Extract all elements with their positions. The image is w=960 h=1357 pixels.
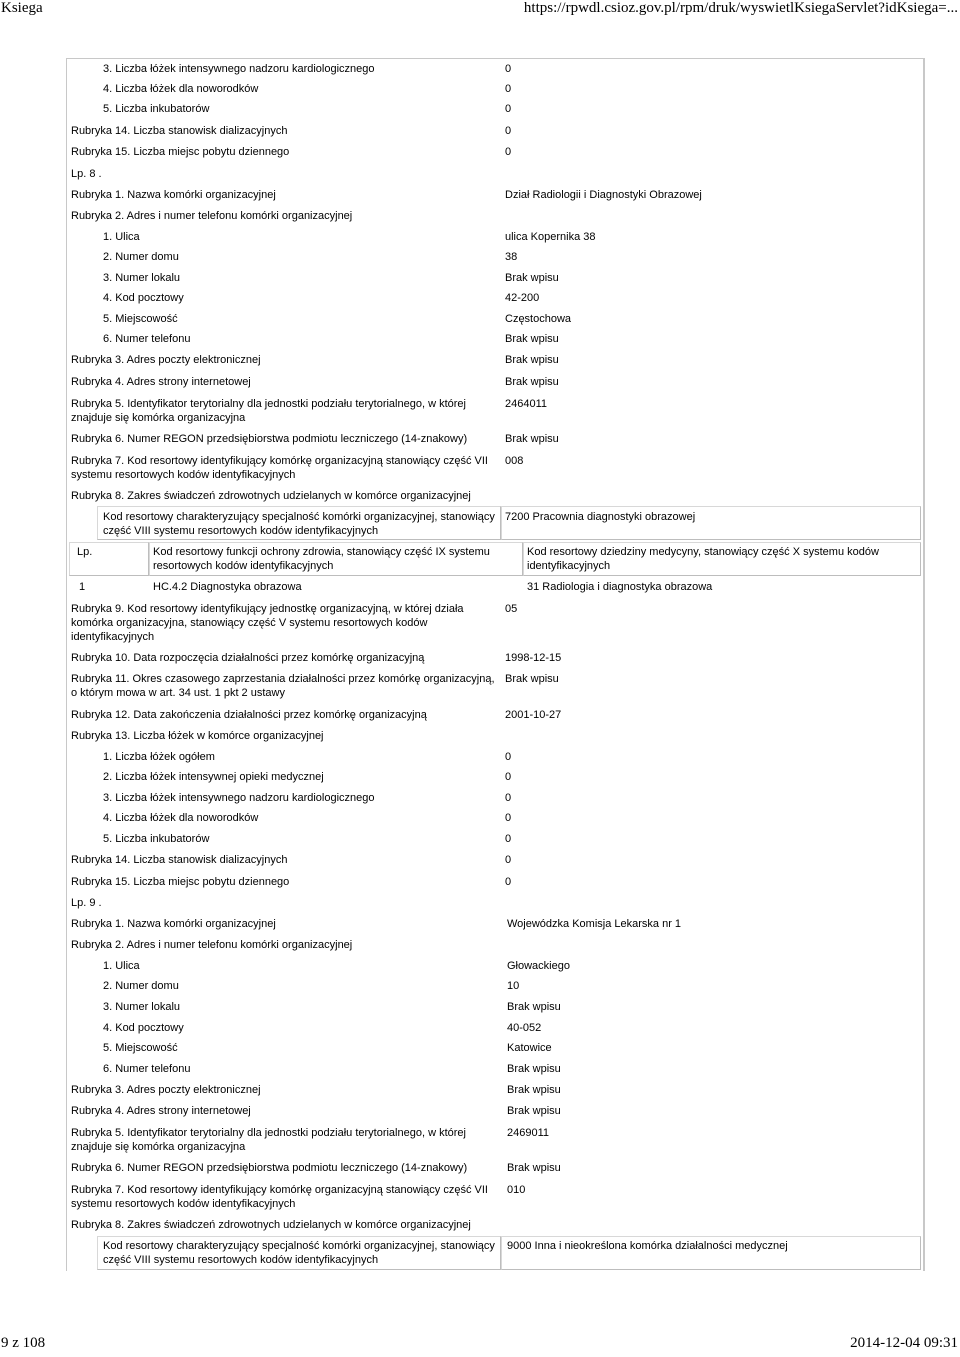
row-label: 1. Ulica (103, 231, 140, 243)
row-label: Kod resortowy charakteryzujący specjalność komórki organizacyjnej, stanowiący część VIII systemu resortowych kodów identyfikacyjnych (103, 1240, 495, 1266)
row-label: Rubryka 8. Zakres świadczeń zdrowotnych udzielanych w komórce organizacyjnej (71, 490, 471, 502)
row-label: 1. Ulica (103, 960, 140, 972)
print-footer (0, 1335, 960, 1357)
row-label: 3. Numer lokalu (103, 1001, 181, 1013)
row-value: Brak wpisu (505, 354, 559, 366)
row-label: Rubryka 1. Nazwa komórki organizacyjnej (71, 189, 276, 201)
row-label: Rubryka 14. Liczba stanowisk dializacyjnych (71, 125, 288, 137)
row-value: Brak wpisu (505, 433, 559, 445)
row-value: Brak wpisu (507, 1001, 561, 1013)
row-value: 0 (505, 125, 512, 137)
row-value: 42-200 (505, 292, 540, 304)
row-value: Katowice (507, 1042, 552, 1054)
row-label: Rubryka 8. Zakres świadczeń zdrowotnych udzielanych w komórce organizacyjnej (71, 1219, 471, 1231)
row-label: 3. Numer lokalu (103, 272, 181, 284)
row-value: Częstochowa (505, 313, 572, 325)
row-label: Rubryka 15. Liczba miejsc pobytu dziennego (71, 876, 290, 888)
row-value: Wojewódzka Komisja Lekarska nr 1 (507, 918, 682, 930)
row-value: ulica Kopernika 38 (505, 231, 596, 243)
row-value: Brak wpisu (505, 272, 559, 284)
row-value: 0 (505, 854, 512, 866)
row-value: 0 (505, 876, 512, 888)
row-value: 0 (505, 771, 512, 783)
row-value: Brak wpisu (507, 1162, 561, 1174)
column-header: Kod resortowy dziedziny medycyny, stanowiący część X systemu kodów identyfikacyjnych (527, 546, 879, 572)
row-value: 0 (505, 812, 512, 824)
row-label: 5. Miejscowość (103, 313, 178, 325)
row-value: 0 (505, 63, 512, 75)
row-label: Rubryka 12. Data zakończenia działalności przez komórkę organizacyjną (71, 709, 427, 721)
row-label: Rubryka 2. Adres i numer telefonu komórki organizacyjnej (71, 939, 353, 951)
row-label: 4. Kod pocztowy (103, 1022, 184, 1034)
row-value: Brak wpisu (505, 376, 559, 388)
row-value: Dział Radiologii i Diagnostyki Obrazowej (505, 189, 702, 201)
row-label: Rubryka 4. Adres strony internetowej (71, 1105, 251, 1117)
row-value: 0 (505, 103, 512, 115)
row-value: 1998-12-15 (505, 652, 562, 664)
row-label: Rubryka 5. Identyfikator terytorialny dla jednostki podziału terytorialnego, w której znajduje się komórka organizacyjna (71, 398, 466, 424)
row-value: 010 (507, 1184, 526, 1196)
row-label: Rubryka 11. Okres czasowego zaprzestania działalności przez komórkę organizacyjną, o którym mowa w art. 34 ust. 1 pkt 2 ustawy (71, 673, 495, 699)
row-label: 2. Numer domu (103, 980, 179, 992)
row-value: Brak wpisu (507, 1105, 561, 1117)
row-value: 10 (507, 980, 520, 992)
row-value: 7200 Pracownia diagnostyki obrazowej (505, 511, 696, 523)
row-label: Rubryka 6. Numer REGON przedsiębiorstwa podmiotu leczniczego (14-znakowy) (71, 1162, 468, 1174)
row-value: 05 (505, 603, 518, 615)
row-label: 5. Miejscowość (103, 1042, 178, 1054)
row-label: 6. Numer telefonu (103, 1063, 191, 1075)
row-label: Rubryka 7. Kod resortowy identyfikujący komórkę organizacyjną stanowiący część VII systemu resortowych kodów identyfikacyjnych (71, 455, 488, 481)
row-label: 4. Liczba łóżek dla noworodków (103, 83, 259, 95)
row-value: Głowackiego (507, 960, 570, 972)
entry-number: Lp. 8 . (71, 168, 102, 180)
page-counter: 9 z 108 (1, 1335, 46, 1351)
row-value: 0 (505, 833, 512, 845)
row-value: Brak wpisu (505, 673, 559, 685)
print-header (0, 0, 960, 20)
print-timestamp: 2014-12-04 09:31 (850, 1335, 958, 1351)
row-value: 38 (505, 251, 518, 263)
row-label: Rubryka 1. Nazwa komórki organizacyjnej (71, 918, 276, 930)
row-label: Rubryka 10. Data rozpoczęcia działalności przez komórkę organizacyjną (71, 652, 425, 664)
table-cell-text: HC.4.2 Diagnostyka obrazowa (153, 581, 302, 593)
row-label: 5. Liczba inkubatorów (103, 103, 210, 115)
row-value: 2464011 (505, 398, 548, 410)
row-value: 2001-10-27 (505, 709, 562, 721)
row-label: Rubryka 2. Adres i numer telefonu komórki organizacyjnej (71, 210, 353, 222)
row-label: 2. Numer domu (103, 251, 179, 263)
row-value: 2469011 (507, 1127, 550, 1139)
table-cell-text: 1 (79, 581, 86, 593)
row-value: 008 (505, 455, 524, 467)
row-label: Rubryka 14. Liczba stanowisk dializacyjnych (71, 854, 288, 866)
row-value: 9000 Inna i nieokreślona komórka działalności medycznej (507, 1240, 788, 1252)
header-url: https://rpwdl.csioz.gov.pl/rpm/druk/wyswietlKsiegaServlet?idKsiega=... (523, 0, 958, 16)
row-label: Rubryka 5. Identyfikator terytorialny dla jednostki podziału terytorialnego, w której znajduje się komórka organizacyjna (71, 1127, 466, 1153)
row-label: Rubryka 7. Kod resortowy identyfikujący komórkę organizacyjną stanowiący część VII systemu resortowych kodów identyfikacyjnych (71, 1184, 488, 1210)
row-label: 5. Liczba inkubatorów (103, 833, 210, 845)
row-label: 3. Liczba łóżek intensywnego nadzoru kardiologicznego (103, 792, 375, 804)
row-value: Brak wpisu (507, 1063, 561, 1075)
row-label: 4. Liczba łóżek dla noworodków (103, 812, 259, 824)
row-value: Brak wpisu (507, 1084, 561, 1096)
row-value: 0 (505, 146, 512, 158)
row-value: Brak wpisu (505, 333, 559, 345)
row-value: 0 (505, 751, 512, 763)
row-label: Rubryka 9. Kod resortowy identyfikujący jednostkę organizacyjną, w której działa komórka organizacyjna, stanowiący część V systemu resortowych kodów identyfikacyjnych (71, 603, 464, 643)
row-value: 0 (505, 792, 512, 804)
column-header: Lp. (77, 546, 93, 558)
row-label: 4. Kod pocztowy (103, 292, 184, 304)
column-header: Kod resortowy funkcji ochrony zdrowia, stanowiący część IX systemu resortowych kodów identyfikacyjnych (153, 546, 490, 572)
entry-number: Lp. 9 . (71, 897, 102, 909)
row-label: 3. Liczba łóżek intensywnego nadzoru kardiologicznego (103, 63, 375, 75)
row-label: Rubryka 6. Numer REGON przedsiębiorstwa podmiotu leczniczego (14-znakowy) (71, 433, 468, 445)
row-label: Rubryka 13. Liczba łóżek w komórce organizacyjnej (71, 730, 324, 742)
header-title: Ksiega (1, 0, 43, 16)
row-value: 40-052 (507, 1022, 542, 1034)
row-label: Kod resortowy charakteryzujący specjalność komórki organizacyjnej, stanowiący część VIII systemu resortowych kodów identyfikacyjnych (103, 511, 495, 537)
row-label: 6. Numer telefonu (103, 333, 191, 345)
row-label: 2. Liczba łóżek intensywnej opieki medycznej (103, 771, 324, 783)
row-label: Rubryka 3. Adres poczty elektronicznej (71, 1084, 261, 1096)
row-label: Rubryka 15. Liczba miejsc pobytu dziennego (71, 146, 290, 158)
row-value: 0 (505, 83, 512, 95)
row-label: Rubryka 4. Adres strony internetowej (71, 376, 251, 388)
row-label: 1. Liczba łóżek ogółem (103, 751, 215, 763)
table-cell-text: 31 Radiologia i diagnostyka obrazowa (527, 581, 713, 593)
row-label: Rubryka 3. Adres poczty elektronicznej (71, 354, 261, 366)
